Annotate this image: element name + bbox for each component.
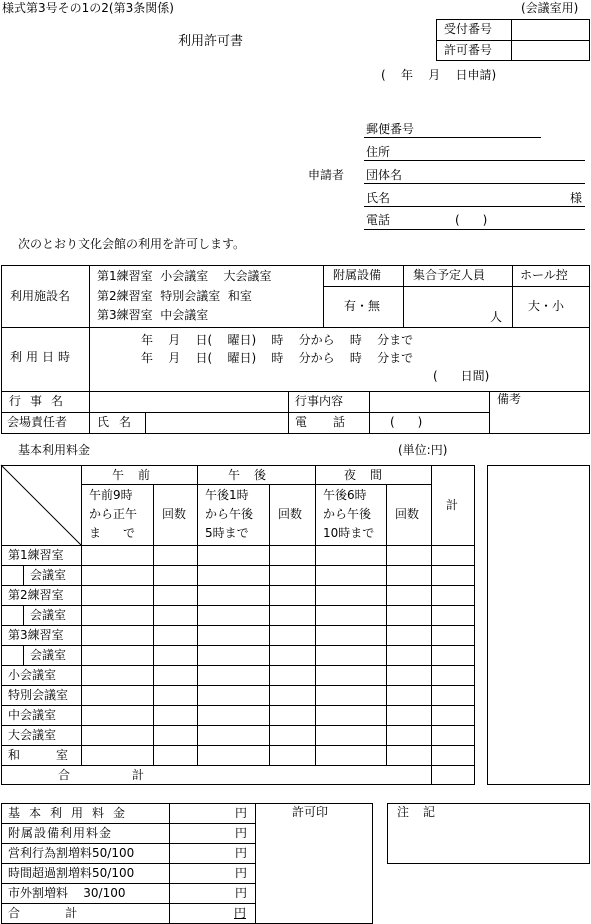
summary-total-unit: 円 bbox=[234, 906, 247, 920]
summary-equipment-label: 附属設備利用料金 bbox=[8, 826, 113, 840]
permit-number-label: 許可番号 bbox=[444, 43, 493, 57]
facility-row-1: 第1練習室 小会議室 大会議室 bbox=[97, 269, 272, 283]
organization-label: 団体名 bbox=[366, 168, 403, 182]
night-time-1: 午後6時 bbox=[323, 488, 367, 502]
night-count-header: 回数 bbox=[395, 507, 420, 521]
am-count-header: 回数 bbox=[162, 507, 187, 521]
name-label: 氏名 bbox=[366, 191, 391, 205]
attendees-unit: 人 bbox=[490, 310, 503, 324]
room-row-5: 第3練習室 bbox=[8, 628, 64, 642]
summary-overtime-unit: 円 bbox=[235, 866, 248, 880]
summary-basic-label: 基本利用料金 bbox=[8, 806, 135, 820]
summary-commercial-unit: 円 bbox=[235, 846, 248, 860]
equipment-value: 有・無 bbox=[344, 299, 381, 313]
summary-equipment-unit: 円 bbox=[235, 826, 248, 840]
datetime-days: ( 日間) bbox=[433, 369, 490, 383]
attendees-header: 集合予定人員 bbox=[413, 268, 486, 282]
manager-phone-label: 電話 bbox=[295, 415, 372, 429]
remarks-label: 備考 bbox=[497, 392, 522, 406]
pm-time-1: 午後1時 bbox=[205, 488, 249, 502]
night-time-2: から午後 bbox=[323, 507, 372, 521]
applicant-phone-paren: ( ) bbox=[455, 213, 488, 227]
notes-label: 注記 bbox=[397, 805, 450, 819]
total-header: 計 bbox=[446, 498, 459, 512]
room-row-1: 第1練習室 bbox=[8, 548, 64, 562]
reception-number-label: 受付番号 bbox=[444, 22, 493, 36]
grand-total-label: 合計 bbox=[58, 768, 207, 782]
night-time-3: 10時まで bbox=[323, 526, 375, 540]
honorific: 様 bbox=[570, 191, 583, 205]
postal-code-label: 郵便番号 bbox=[366, 122, 415, 136]
room-row-6: 会議室 bbox=[30, 648, 67, 662]
facility-row-3: 第3練習室 中会議室 bbox=[97, 308, 209, 322]
room-row-7: 小会議室 bbox=[8, 668, 57, 682]
summary-outside-label: 市外割増料 30/100 bbox=[8, 886, 126, 900]
applicant-label: 申請者 bbox=[308, 168, 345, 182]
room-row-11: 和室 bbox=[8, 748, 105, 762]
summary-basic-unit: 円 bbox=[235, 806, 248, 820]
pm-time-3: 5時まで bbox=[205, 526, 249, 540]
am-time-3: まで bbox=[89, 526, 158, 540]
hall-value: 大・小 bbox=[528, 299, 565, 313]
datetime-line-2: 年 月 日( 曜日) 時 分から 時 分まで bbox=[141, 351, 414, 365]
summary-overtime-label: 時間超過割増料50/100 bbox=[8, 866, 135, 880]
room-row-4: 会議室 bbox=[30, 608, 67, 622]
summary-commercial-label: 営利行為割増料50/100 bbox=[8, 846, 135, 860]
event-name-label: 行事名 bbox=[9, 394, 73, 408]
facility-label: 利用施設名 bbox=[10, 289, 71, 303]
intro-text: 次のとおり文化会館の利用を許可します。 bbox=[18, 237, 246, 251]
room-row-8: 特別会議室 bbox=[8, 688, 69, 702]
phone-label: 電話 bbox=[366, 213, 391, 227]
form-type: (会議室用) bbox=[521, 1, 579, 15]
am-header: 午前 bbox=[112, 468, 165, 482]
summary-total-label: 合 計 bbox=[8, 906, 84, 920]
address-label: 住所 bbox=[366, 145, 391, 159]
manager-name-label: 氏名 bbox=[97, 415, 142, 429]
summary-outside-unit: 円 bbox=[235, 886, 248, 900]
pm-count-header: 回数 bbox=[278, 507, 303, 521]
facility-row-2: 第2練習室 特別会議室 和室 bbox=[97, 289, 252, 303]
manager-label: 会場責任者 bbox=[7, 415, 68, 429]
form-number: 様式第3号その1の2(第3条関係) bbox=[2, 1, 174, 15]
room-row-3: 第2練習室 bbox=[8, 588, 64, 602]
fee-unit: (単位:円) bbox=[398, 443, 448, 457]
night-header: 夜間 bbox=[344, 468, 397, 482]
application-date: ( 年 月 日申請) bbox=[381, 68, 497, 82]
room-row-2: 会議室 bbox=[30, 568, 67, 582]
pm-time-2: から午後 bbox=[205, 507, 254, 521]
room-row-10: 大会議室 bbox=[8, 728, 57, 742]
room-row-9: 中会議室 bbox=[8, 708, 57, 722]
fee-title: 基本利用料金 bbox=[18, 443, 91, 457]
am-time-1: 午前9時 bbox=[89, 488, 133, 502]
datetime-label: 利用日時 bbox=[10, 350, 75, 364]
event-content-label: 行事内容 bbox=[295, 394, 344, 408]
equipment-header: 附属設備 bbox=[333, 268, 382, 282]
permit-seal-label: 許可印 bbox=[292, 805, 329, 819]
hall-header: ホール控 bbox=[520, 268, 568, 282]
document-title: 利用許可書 bbox=[178, 34, 244, 49]
datetime-line-1: 年 月 日( 曜日) 時 分から 時 分まで bbox=[141, 333, 414, 347]
manager-phone-paren: ( ) bbox=[390, 415, 423, 429]
pm-header: 午後 bbox=[228, 468, 281, 482]
am-time-2: から正午 bbox=[89, 507, 138, 521]
